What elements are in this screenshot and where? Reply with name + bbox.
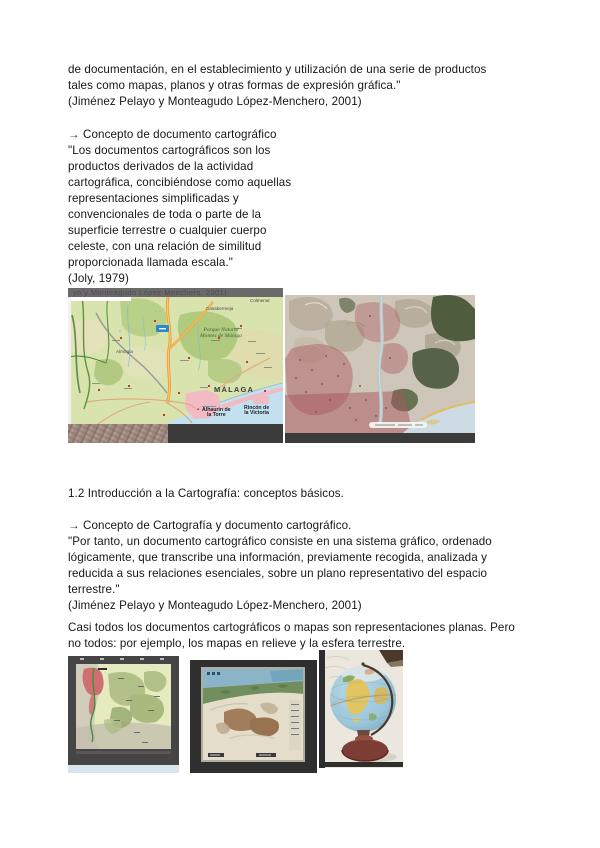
paragraph-line: terrestre.": [68, 583, 120, 596]
citation-line: (Jiménez Pelayo y Monteagudo López-Menchero, 2001): [68, 599, 362, 612]
paragraph-line: celeste, con una relación de similitud: [68, 240, 262, 253]
section-heading: 1.2 Introducción a la Cartografía: conceptos básicos.: [68, 487, 344, 500]
paragraph-line: superficie terrestre o cualquier cuerpo: [68, 224, 267, 237]
citation-line: (Jiménez Pelayo y Monteagudo López-Menchero, 2001): [68, 95, 362, 108]
intro-quote-paragraph: [68, 62, 486, 110]
relief-map-2-graphic: [190, 660, 317, 773]
relief-map-1-graphic: [68, 656, 179, 773]
paragraph-line: lógicamente, que transcribe una información, previamente recogida, analizada y: [68, 551, 487, 564]
map-label-line: Parque Natural: [203, 327, 239, 333]
closing-paragraph: [68, 620, 515, 652]
figure-relief-map-photo-2: [190, 660, 317, 773]
dark-strip: [285, 433, 475, 443]
photo-fragment-texture: [68, 424, 168, 443]
arrow-heading-line: → Concepto de documento cartográfico: [68, 128, 277, 141]
paragraph-line: "Por tanto, un documento cartográfico consiste en una sistema gráfico, ordenado: [68, 535, 492, 548]
map-label-almogia: Almogía: [116, 349, 133, 354]
paragraph-line: de documentación, en el establecimiento y utilización de una serie de productos: [68, 63, 487, 76]
paragraph-line: convencionales de toda o parte de la: [68, 208, 262, 221]
map-label-colmenar: Colmenar: [250, 298, 270, 303]
map-label-casabermeja: Casabermeja: [206, 306, 234, 311]
globe-graphic: [319, 650, 403, 768]
paragraph-line: tales como mapas, planos y otras formas de expresión gráfica.": [68, 79, 401, 92]
paragraph-line: proporcionada llamada escala.": [68, 256, 234, 269]
concept-document-block: [68, 127, 291, 287]
figure-malaga-topo-map: [68, 288, 283, 443]
paragraph-line: cartográfica, concibiéndose como aquellas: [68, 176, 292, 189]
figure-malaga-aerial-image: [285, 295, 475, 443]
map-label-parque-natural: [200, 328, 242, 340]
paragraph-line: "Los documentos cartográficos son los: [68, 144, 271, 157]
map-label-line: Montes de Málaga: [200, 332, 242, 339]
aerial-image-graphic: [285, 295, 475, 433]
paragraph-line: no todos: por ejemplo, los mapas en relieve y la esfera terrestre.: [68, 637, 406, 650]
map-label-rincon: [244, 406, 269, 417]
paragraph-line: Casi todos los documentos cartográficos o mapas son representaciones planas. Pero: [68, 621, 515, 634]
map-label-line: Rincón de: [244, 405, 270, 411]
cropped-caption-remnant: yo y Monteagudo López-Menchero, 2001): [68, 288, 283, 297]
citation-line: (Joly, 1979): [68, 272, 129, 285]
cartography-concept-block: [68, 518, 492, 614]
figure-globe-photo: [319, 650, 403, 768]
paragraph-line: productos derivados de la actividad: [68, 160, 254, 173]
arrow-heading-line: → Concepto de Cartografía y documento cartográfico.: [68, 519, 352, 532]
map-label-malaga: MÁLAGA: [214, 385, 255, 394]
overlapping-photo-fragment: [68, 424, 168, 443]
paragraph-line: representaciones simplificadas y: [68, 192, 239, 205]
map-label-line: la Torre: [206, 412, 226, 419]
map-label-line: la Victoria: [244, 410, 269, 417]
figure-relief-map-photo-1: [68, 656, 179, 773]
paragraph-line: reducida a sus relaciones esenciales, sobre un plano representativo del espacio: [68, 567, 488, 580]
map-label-line: Alhaurín de: [202, 407, 231, 413]
map-label-alhaurin: [202, 408, 231, 419]
section-heading-wrap: [68, 486, 344, 502]
dark-strip: [168, 424, 283, 443]
